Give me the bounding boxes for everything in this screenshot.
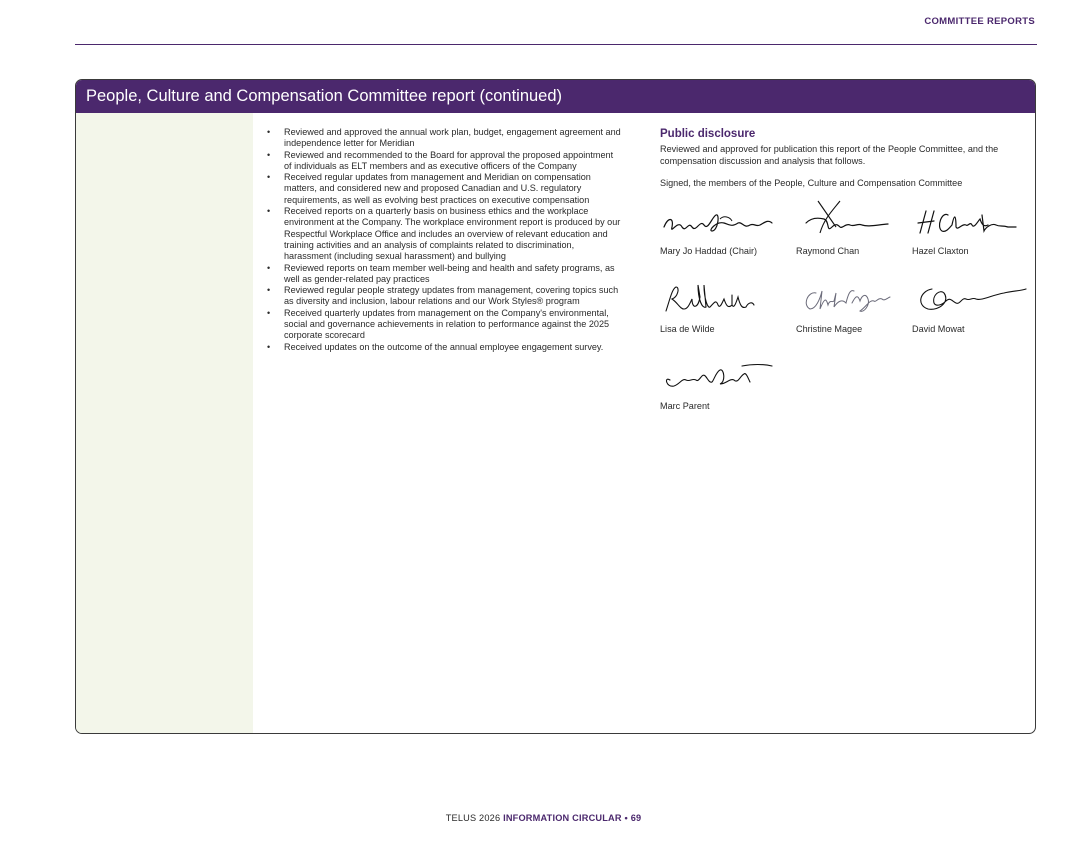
activities-list (263, 127, 623, 353)
signature-block (660, 352, 780, 412)
signed-line: Signed, the members of the People, Culture and Compensation Committee (660, 178, 963, 189)
list-item (263, 308, 623, 342)
list-item-text: Received quarterly updates from management on the Company's environmental, social and governance achievements in relation to performance against the 2025 corporate scorecard (284, 307, 610, 341)
signatory-name: Mary Jo Haddad (Chair) (660, 246, 758, 257)
signature-block (796, 197, 916, 257)
signatory-name: Lisa de Wilde (660, 324, 715, 335)
signature-block (660, 275, 780, 335)
panel-header (76, 80, 1035, 113)
list-item (263, 127, 623, 150)
signatory-name: Raymond Chan (796, 246, 860, 257)
bullet-dot: • (267, 206, 271, 217)
signature-block (912, 197, 1032, 257)
list-item-text: Reviewed and approved the annual work plan, budget, engagement agreement and independence letter for Meridian (284, 127, 621, 149)
signature-image (912, 197, 1032, 241)
bullet-dot: • (267, 307, 271, 318)
page-footer (0, 813, 1087, 823)
list-item-text: Received updates on the outcome of the annual employee engagement survey. (284, 341, 604, 352)
footer-title: INFORMATION CIRCULAR (503, 813, 622, 823)
list-item (263, 206, 623, 262)
list-item-text: Reviewed reports on team member well-being and health and safety programs, as well as gender-related pay practices (284, 262, 615, 284)
bullet-dot: • (267, 172, 271, 183)
list-item (263, 263, 623, 286)
public-disclosure-section (660, 127, 1030, 447)
section-label: COMMITTEE REPORTS (924, 16, 1035, 27)
bullet-dot: • (267, 127, 271, 137)
signature-image (660, 275, 780, 319)
panel-title-suffix: (continued) (479, 87, 563, 105)
bullet-dot: • (267, 149, 271, 160)
list-item (263, 172, 623, 206)
signature-block (660, 197, 780, 257)
signatory-name: Marc Parent (660, 401, 710, 412)
bullet-dot: • (267, 262, 271, 273)
page-number: 69 (630, 813, 642, 823)
signature-image (660, 197, 780, 241)
signatory-name: Hazel Claxton (912, 246, 969, 257)
header-divider (75, 44, 1037, 45)
signature-image (796, 275, 916, 319)
public-disclosure-text: Reviewed and approved for publication this report of the People Committee, and the compensation discussion and analysis that follows. (660, 144, 999, 167)
signature-block (912, 275, 1032, 335)
list-item (263, 342, 623, 353)
list-item-text: Received reports on a quarterly basis on business ethics and the workplace environment at the Company. The workplace environment report is produced by our Respectful Workplace Office and includes an overview of relevant education and training activities and an analysis of complaints related to discrimination, harassment (including sexual harassment) and bullying (284, 206, 621, 262)
bullet-dot: • (267, 341, 271, 352)
panel-title: People, Culture and Compensation Committee report (86, 87, 475, 105)
side-strip (76, 113, 253, 733)
signature-block (796, 275, 916, 335)
footer-prefix: TELUS 2026 (445, 813, 501, 823)
list-item-text: Received regular updates from management and Meridian on compensation matters, and considered new and proposed Canadian and U.S. regulatory requirements, as well as evolving best practices on executive compensation (284, 172, 591, 205)
list-item-text: Reviewed regular people strategy updates from management, covering topics such as diversity and inclusion, labour relations and our Work Styles® program (284, 285, 619, 307)
signatory-name: David Mowat (912, 324, 965, 335)
committee-report-panel (75, 79, 1036, 734)
signatory-name: Christine Magee (796, 324, 863, 335)
list-item-text: Reviewed and recommended to the Board for approval the proposed appointment of individuals as ELT members and as executive officers of the Company (284, 149, 614, 171)
list-item (263, 285, 623, 308)
list-item (263, 150, 623, 173)
signature-grid (660, 197, 1030, 447)
signature-image (660, 352, 780, 396)
signature-image (912, 275, 1032, 319)
footer-separator: • (624, 813, 628, 823)
signature-image (796, 197, 916, 241)
bullet-dot: • (267, 285, 271, 296)
public-disclosure-title: Public disclosure (660, 128, 756, 140)
